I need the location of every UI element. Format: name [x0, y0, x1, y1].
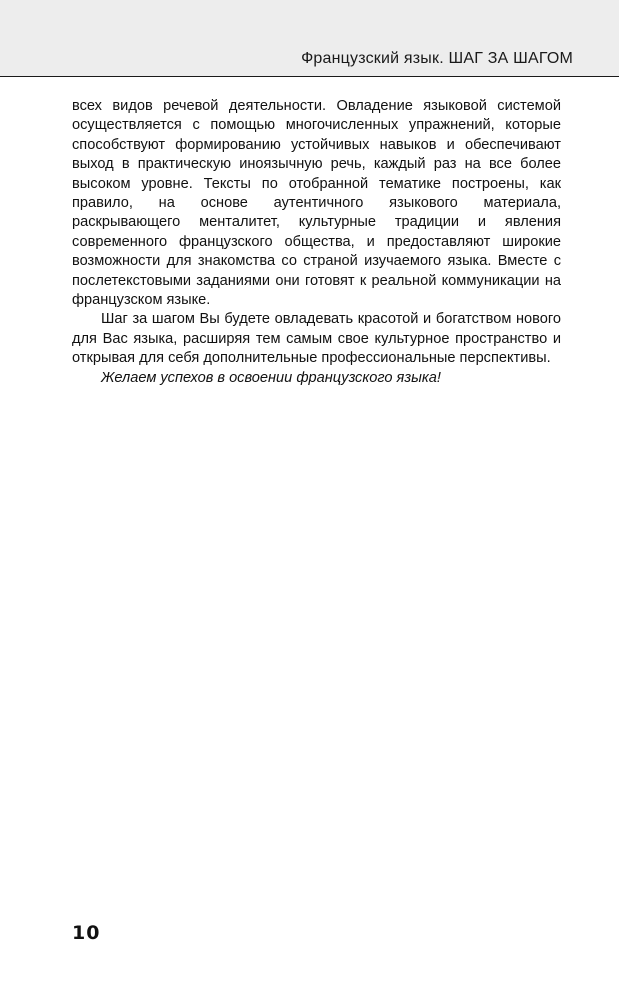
page-number: 10 — [72, 922, 101, 944]
paragraph-step-by-step: Шаг за шагом Вы будете овладевать красотой и богатством нового для Вас языка, расширяя тем самым свое культурное пространство и открывая для себя дополнительные профессиональные перспективы. — [72, 311, 561, 367]
body-text — [72, 97, 561, 388]
paragraph-continuation: всех видов речевой деятельности. Овладение языковой системой осуществляется с помощью многочисленных упражнений, которые способствуют формированию устойчивых навыков и обеспечивают выход в практическую иноязычную речь, каждый раз на все более высоком уровне. Тексты по отобранной тематике построены, как правило, на основе аутентичного языкового материала, раскрывающего менталитет, культурные традиции и явления современного французского общества, и предоставляют широкие возможности для знакомства со страной изучаемого языка. Вместе с послетекстовыми заданиями они готовят к реальной коммуникации на французском языке. — [72, 98, 561, 309]
running-header — [0, 0, 619, 77]
paragraph-closing-wish: Желаем успехов в освоении французского языка! — [101, 369, 441, 386]
running-title: Французский язык. ШАГ ЗА ШАГОМ — [301, 50, 573, 67]
